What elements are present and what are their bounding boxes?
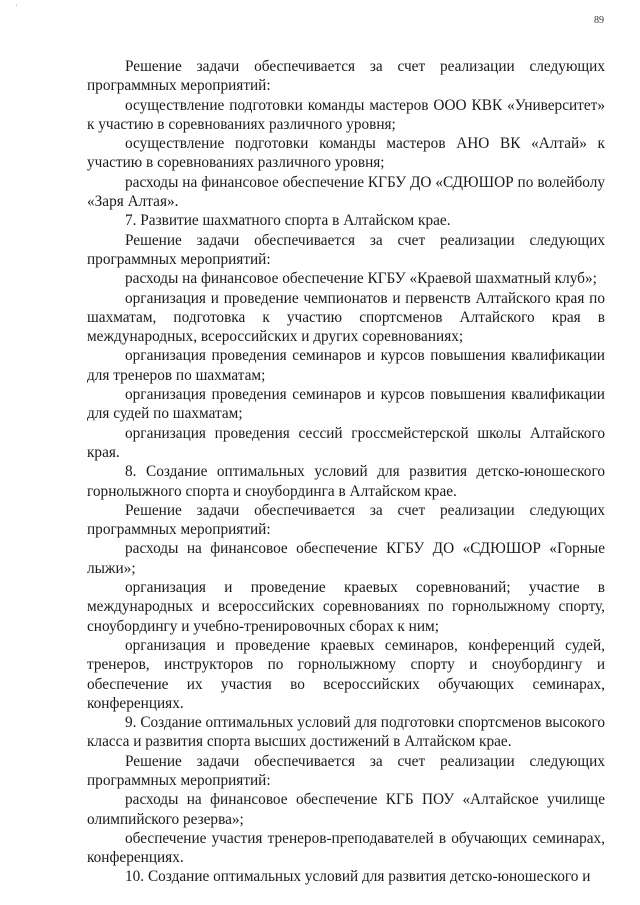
- paragraph: расходы на финансовое обеспечение КГБ ПОУ «Алтайское училище олимпийского резерва»;: [87, 791, 605, 828]
- section-heading: 7. Развитие шахматного спорта в Алтайском крае.: [125, 212, 451, 230]
- paragraph: организация и проведение чемпионатов и первенств Алтайского края по шахматам, подготовка к участию спортсменов Алтайского края в международных, всероссийских и других соревнованиях;: [87, 289, 605, 346]
- paragraph: организация проведения семинаров и курсов повышения квалификации для тренеров по шахматам;: [87, 347, 605, 384]
- paragraph: организация проведения семинаров и курсов повышения квалификации для судей по шахматам;: [87, 386, 605, 423]
- paragraph: осуществление подготовки команды мастеров ООО КВК «Университет» к участию в соревнованиях различного уровня;: [87, 96, 605, 133]
- paragraph: организация проведения сессий гроссмейстерской школы Алтайского края.: [87, 424, 605, 461]
- document-body: [87, 57, 605, 887]
- paragraph: осуществление подготовки команды мастеров АНО ВК «Алтай» к участию в соревнованиях различного уровня;: [87, 135, 605, 172]
- scan-mark: ': [16, 3, 18, 12]
- paragraph: расходы на финансовое обеспечение КГБУ «Краевой шахматный клуб»;: [125, 270, 597, 288]
- page-number: 89: [594, 15, 604, 26]
- paragraph: организация и проведение краевых семинаров, конференций судей, тренеров, инструкторов по горнолыжному спорту и сноубордингу и обеспечение их участия во всероссийских обучающих семинарах, конференциях.: [87, 636, 605, 712]
- paragraph: Решение задачи обеспечивается за счет реализации следующих программных мероприятий:: [87, 58, 605, 95]
- section-heading: 8. Создание оптимальных условий для развития детско-юношеского горнолыжного спорта и сноубординга в Алтайском крае.: [87, 463, 605, 500]
- paragraph: организация и проведение краевых соревнований; участие в международных и всероссийских соревнованиях по горнолыжному спорту, сноубордингу и учебно-тренировочных сборах к ним;: [87, 579, 605, 635]
- paragraph: расходы на финансовое обеспечение КГБУ ДО «СДЮШОР по волейболу «Заря Алтая».: [87, 173, 605, 211]
- paragraph: расходы на финансовое обеспечение КГБУ ДО «СДЮШОР «Горные лыжи»;: [87, 540, 605, 577]
- paragraph: Решение задачи обеспечивается за счет реализации следующих программных мероприятий:: [87, 231, 605, 268]
- paragraph: Решение задачи обеспечивается за счет реализации следующих программных мероприятий:: [87, 501, 605, 539]
- paragraph: обеспечение участия тренеров-преподавателей в обучающих семинарах, конференциях.: [87, 829, 605, 867]
- paragraph: Решение задачи обеспечивается за счет реализации следующих программных мероприятий:: [87, 752, 605, 789]
- section-heading: 10. Создание оптимальных условий для развития детско-юношеского и: [125, 868, 591, 886]
- section-heading: 9. Создание оптимальных условий для подготовки спортсменов высокого класса и развития спорта высших достижений в Алтайском крае.: [87, 714, 605, 751]
